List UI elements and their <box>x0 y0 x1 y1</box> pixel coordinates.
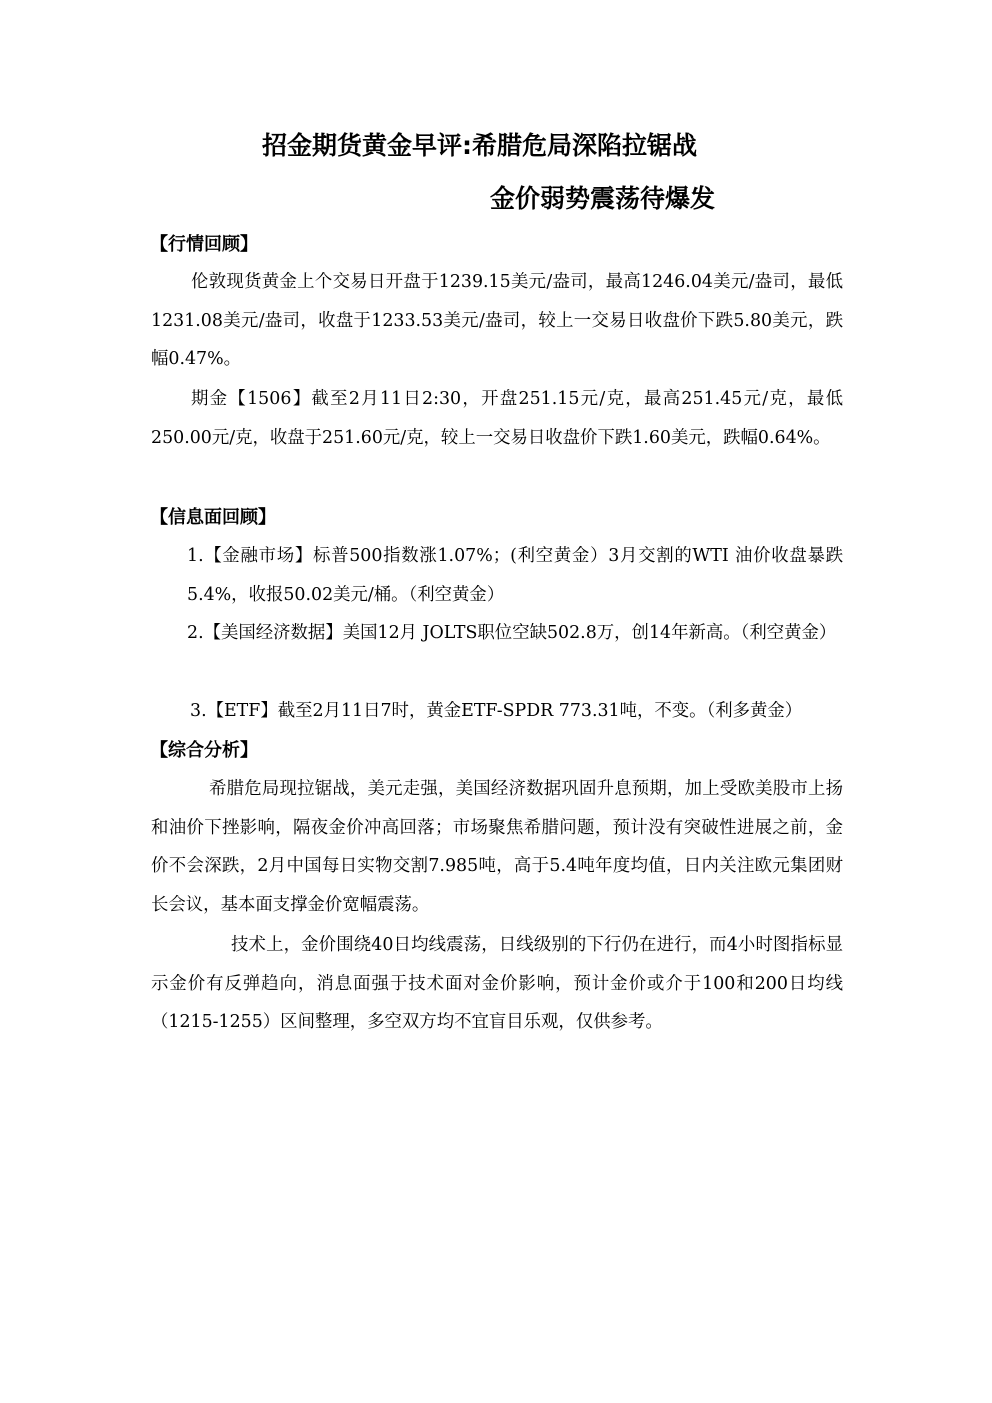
analysis-heading: 【综合分析】 <box>150 740 258 761</box>
news-item-etf: 3.【ETF】截至2月11日7时，黄金ETF-SPDR 773.31吨，不变。（利多黄金） <box>190 701 803 721</box>
market-review-heading: 【行情回顾】 <box>150 234 258 255</box>
news-review-heading: 【信息面回顾】 <box>150 507 276 528</box>
spot-gold-paragraph: 伦敦现货黄金上个交易日开盘于1239.15美元/盎司，最高1246.04美元/盎司，最低1231.08美元/盎司，收盘于1233.53美元/盎司，较上一交易日收盘价下跌5.80美元，跌幅0.47%。 <box>151 272 843 369</box>
analysis-paragraph-technical: 技术上，金价围绕40日均线震荡，日线级别的下行仍在进行，而4小时图指标显示金价有反弹趋向，消息面强于技术面对金价影响，预计金价或介于100和200日均线（1215-1255）区间整理，多空双方均不宜盲目乐观，仅供参考。 <box>151 935 843 1032</box>
news-item-us-economic-data: 2.【美国经济数据】美国12月 JOLTS职位空缺502.8万，创14年新高。（利空黄金） <box>187 623 837 643</box>
gold-futures-paragraph: 期金【1506】截至2月11日2:30，开盘251.15元/克，最高251.45元/克，最低250.00元/克，收盘于251.60元/克，较上一交易日收盘价下跌1.60美元，跌幅0.64%。 <box>151 389 843 448</box>
document-title-line-2: 金价弱势震荡待爆发 <box>490 184 716 213</box>
news-item-financial-market: 1.【金融市场】标普500指数涨1.07%；(利空黄金）3月交割的WTI 油价收盘暴跌5.4%，收报50.02美元/桶。（利空黄金） <box>187 546 843 605</box>
document-title-line-1: 招金期货黄金早评:希腊危局深陷拉锯战 <box>262 131 697 160</box>
analysis-paragraph-fundamentals: 希腊危局现拉锯战，美元走强，美国经济数据巩固升息预期，加上受欧美股市上扬和油价下挫影响，隔夜金价冲高回落；市场聚焦希腊问题，预计没有突破性进展之前，金价不会深跌，2月中国每日实物交割7.985吨，高于5.4吨年度均值，日内关注欧元集团财长会议，基本面支撑金价宽幅震荡。 <box>151 779 843 915</box>
